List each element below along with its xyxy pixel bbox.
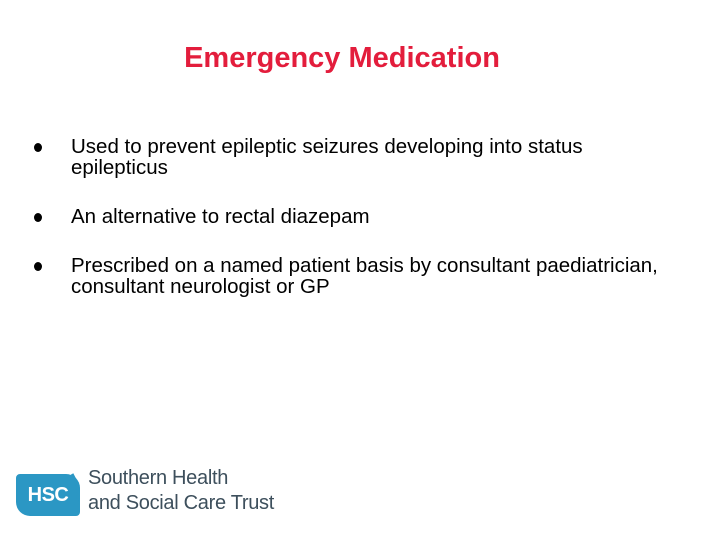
bullet-icon bbox=[34, 262, 42, 271]
slide-title: Emergency Medication bbox=[184, 42, 500, 74]
bullet-icon bbox=[34, 143, 42, 152]
organisation-name bbox=[88, 466, 274, 516]
bullet-list bbox=[34, 136, 674, 325]
org-name-line1: Southern Health bbox=[88, 467, 229, 489]
bullet-text: An alternative to rectal diazepam bbox=[71, 205, 370, 228]
bullet-text: Prescribed on a named patient basis by consultant paediatrician, consultant neurologist or GP bbox=[71, 254, 658, 298]
list-item bbox=[34, 255, 674, 297]
list-item bbox=[34, 136, 674, 178]
swoosh-icon bbox=[70, 470, 86, 518]
list-item bbox=[34, 206, 674, 227]
bullet-icon bbox=[34, 213, 42, 222]
hsc-logo bbox=[16, 466, 286, 520]
org-name-line2: and Social Care Trust bbox=[88, 492, 275, 514]
bullet-text: Used to prevent epileptic seizures developing into status epilepticus bbox=[71, 135, 583, 179]
hsc-badge-icon: HSC bbox=[16, 474, 80, 516]
